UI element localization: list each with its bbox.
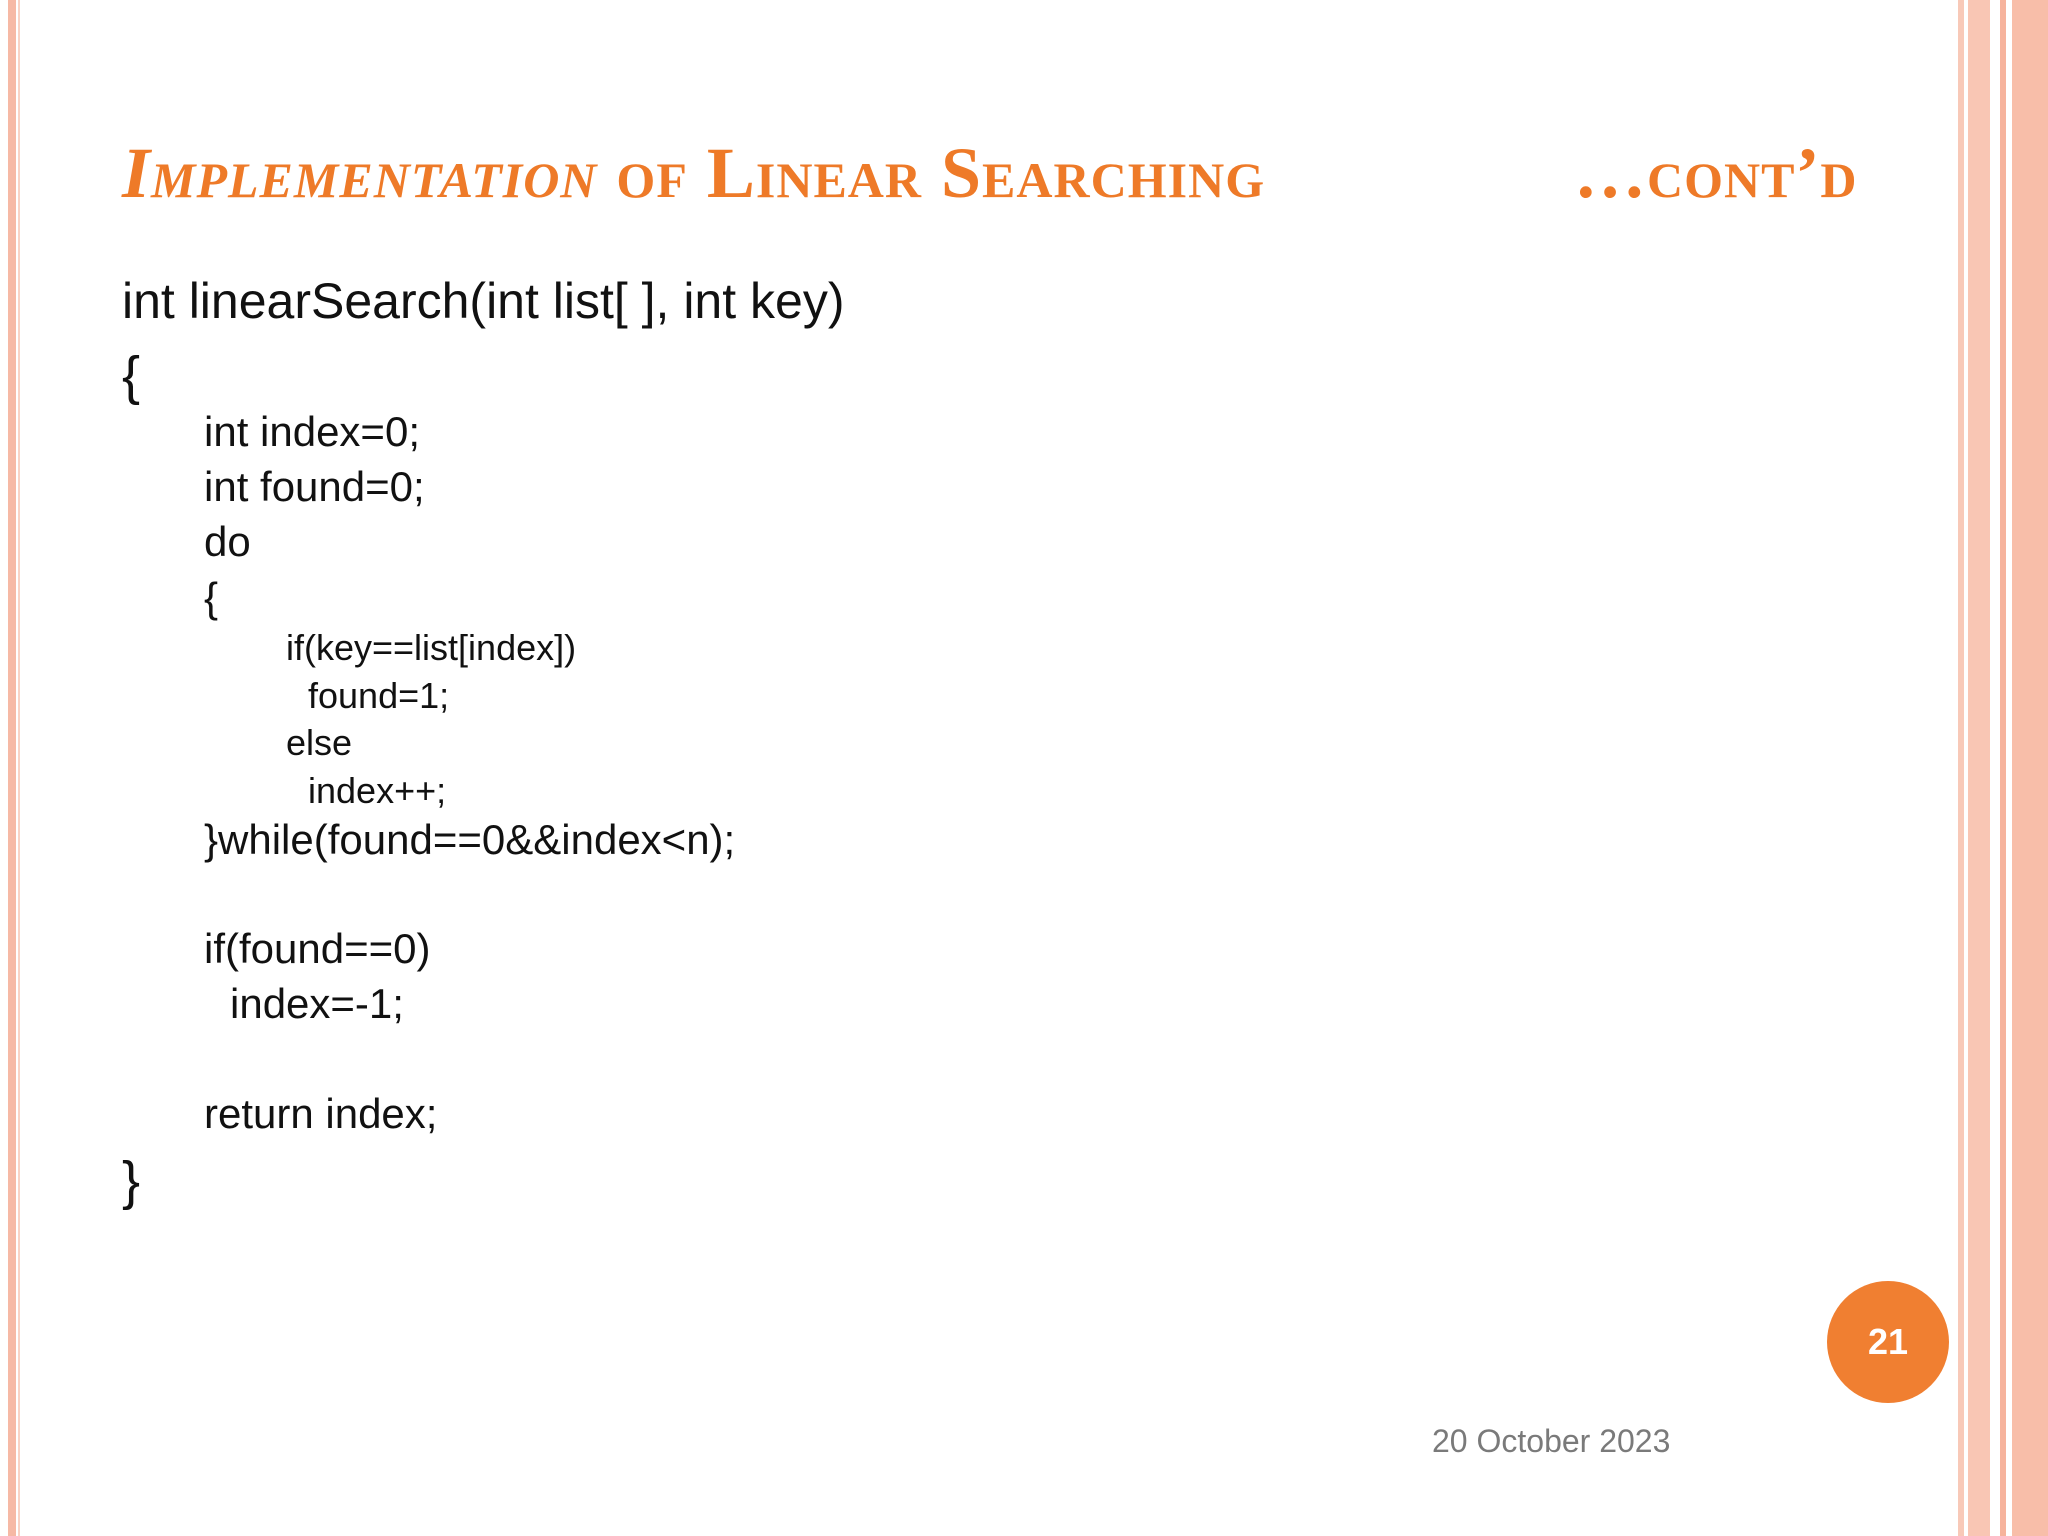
code-while: }while(found==0&&index<n); bbox=[204, 816, 736, 863]
code-found-assign: found=1; bbox=[308, 675, 450, 716]
code-return: return index; bbox=[204, 1090, 438, 1137]
code-do: do bbox=[204, 518, 251, 565]
code-else: else bbox=[286, 722, 353, 763]
title-rest: of Linear Searching bbox=[597, 133, 1266, 213]
slide-title bbox=[122, 128, 1902, 218]
title-continued: …cont’d bbox=[1574, 133, 1858, 213]
code-if-key: if(key==list[index]) bbox=[286, 627, 577, 668]
code-decl-found: int found=0; bbox=[204, 463, 425, 510]
page-number: 21 bbox=[1867, 1321, 1909, 1362]
title-emphasis: Implementation bbox=[122, 133, 598, 213]
slide-date: 20 October 2023 bbox=[1432, 1423, 1671, 1459]
left-border-decoration bbox=[0, 0, 24, 1536]
code-index-increment: index++; bbox=[308, 770, 447, 811]
code-if-not-found: if(found==0) bbox=[204, 925, 431, 972]
code-open-brace: { bbox=[122, 346, 141, 406]
right-border-decoration bbox=[1958, 0, 2048, 1536]
code-signature: int linearSearch(int list[ ], int key) bbox=[122, 273, 845, 329]
code-close-brace: } bbox=[122, 1151, 141, 1211]
code-decl-index: int index=0; bbox=[204, 408, 420, 455]
page-number-badge bbox=[1827, 1281, 1949, 1403]
code-index-negative: index=-1; bbox=[230, 980, 404, 1027]
code-inner-open-brace: { bbox=[204, 574, 219, 621]
